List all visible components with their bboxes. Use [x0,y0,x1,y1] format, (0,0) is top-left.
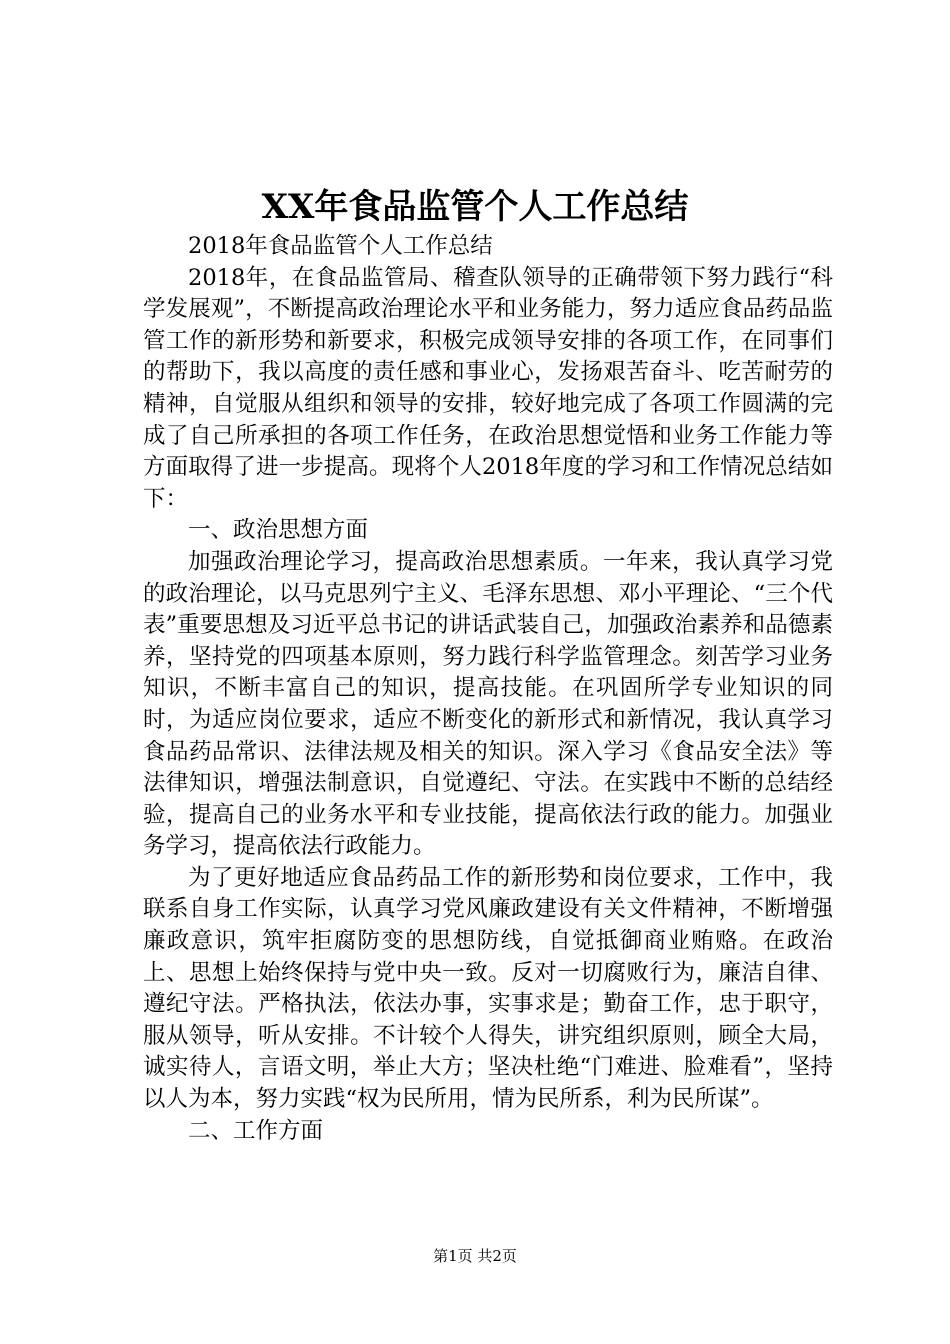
political-study-paragraph: 加强政治理论学习，提高政治思想素质。一年来，我认真学习党的政治理论，以马克思列宁主义、毛泽东思想、邓小平理论、“三个代表”重要思想及习近平总书记的讲话武装自己，加强政治素养和品德素养，坚持党的四项基本原则，努力践行科学监管理念。刻苦学习业务知识，不断丰富自己的知识，提高技能。在巩固所学专业知识的同时，为适应岗位要求，适应不断变化的新形式和新情况，我认真学习食品药品常识、法律法规及相关的知识。深入学习《食品安全法》等法律知识，增强法制意识，自觉遵纪、守法。在实践中不断的总结经验，提高自己的业务水平和专业技能，提高依法行政的能力。加强业务学习，提高依法行政能力。 [143,548,833,860]
page-number: 第1页 共2页 [433,1247,517,1265]
subtitle-paragraph: 2018年食品监管个人工作总结 [188,233,493,259]
integrity-paragraph: 为了更好地适应食品药品工作的新形势和岗位要求，工作中，我联系自身工作实际，认真学习党风廉政建设有关文件精神，不断增强廉政意识，筑牢拒腐防变的思想防线，自觉抵御商业贿赂。在政治上、思想上始终保持与党中央一致。反对一切腐败行为，廉洁自律、遵纪守法。严格执法，依法办事，实事求是；勤奋工作，忠于职守，服从领导，听从安排。不计较个人得失，讲究组织原则，顾全大局，诚实待人，言语文明，举止大方；坚决杜绝“门难进、脸难看”，坚持以人为本，努力实践“权为民所用，情为民所系，利为民所谋”。 [143,864,833,1113]
section-heading-political: 一、政治思想方面 [188,517,369,544]
intro-paragraph: 2018年，在食品监管局、稽查队领导的正确带领下努力践行“科学发展观”，不断提高政治理论水平和业务能力，努力适应食品药品监管工作的新形势和新要求，积极完成领导安排的各项工作，在同事们的帮助下，我以高度的责任感和事业心，发扬艰苦奋斗、吃苦耐劳的精神，自觉服从组织和领导的安排，较好地完成了各项工作圆满的完成了自己所承担的各项工作任务，在政治思想觉悟和业务工作能力等方面取得了进一步提高。现将个人2018年度的学习和工作情况总结如下： [143,264,833,512]
section-heading-work: 二、工作方面 [188,1117,324,1144]
document-title: XX年食品监管个人工作总结 [261,187,689,227]
document-body [143,231,833,1147]
